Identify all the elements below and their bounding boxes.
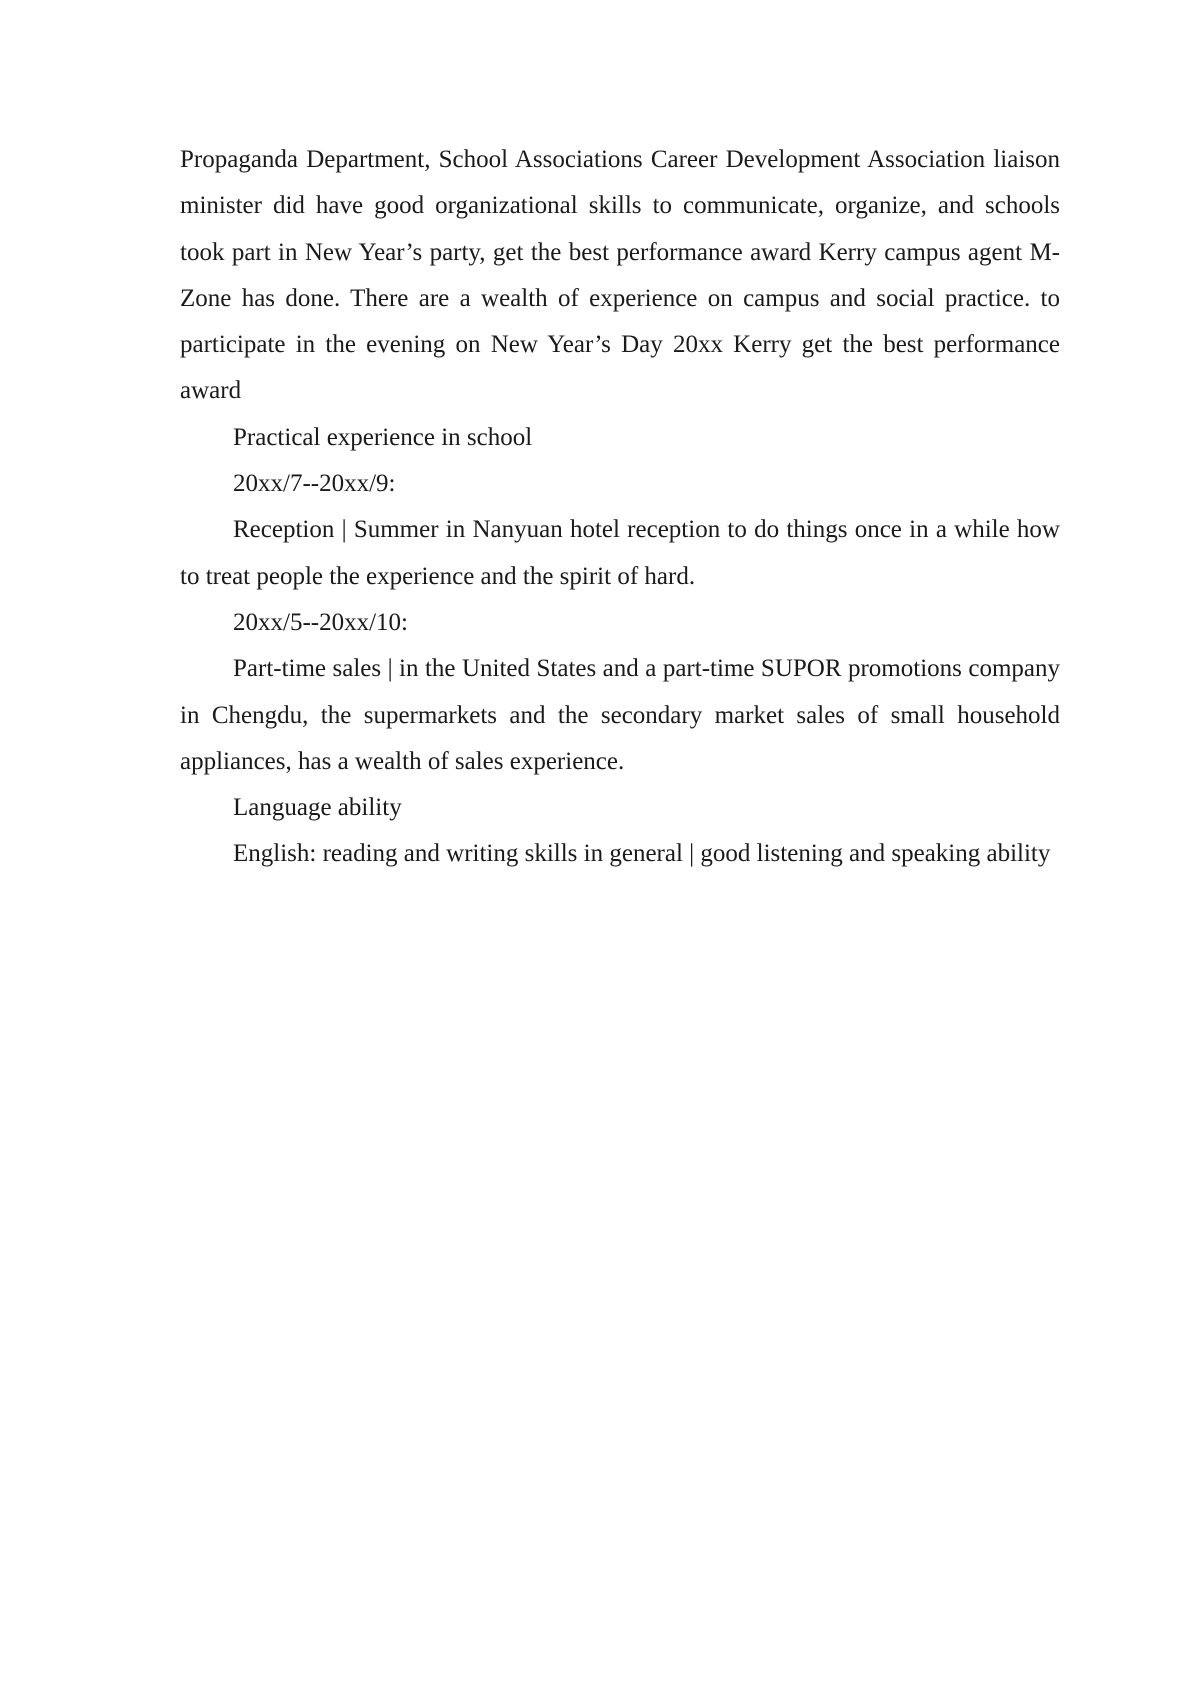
english-ability-paragraph: English: reading and writing skills in general | good listening and speaking ability xyxy=(233,840,1051,868)
document-body xyxy=(180,137,1060,878)
date-range-reception: 20xx/7--20xx/9: xyxy=(233,470,396,498)
reception-paragraph: Reception | Summer in Nanyuan hotel reception to do things once in a while how to treat people the experience and the spirit of hard. xyxy=(180,516,1060,590)
date-range-part-time-sales: 20xx/5--20xx/10: xyxy=(233,608,408,636)
part-time-sales-paragraph: Part-time sales | in the United States and a part-time SUPOR promotions company in Chengdu, the supermarkets and the secondary market sales of small household appliances, has a wealth of sales experience. xyxy=(180,655,1060,775)
section-heading-language-ability: Language ability xyxy=(233,794,402,822)
section-heading-practical-experience: Practical experience in school xyxy=(233,423,533,451)
intro-paragraph: Propaganda Department, School Associations Career Development Association liaison minister did have good organizational skills to communicate, organize, and schools took part in New Year’s party, get the best performance award Kerry campus agent M-Zone has done. There are a wealth of experience on campus and social practice. to participate in the evening on New Year’s Day 20xx Kerry get the best performance award xyxy=(180,146,1060,405)
